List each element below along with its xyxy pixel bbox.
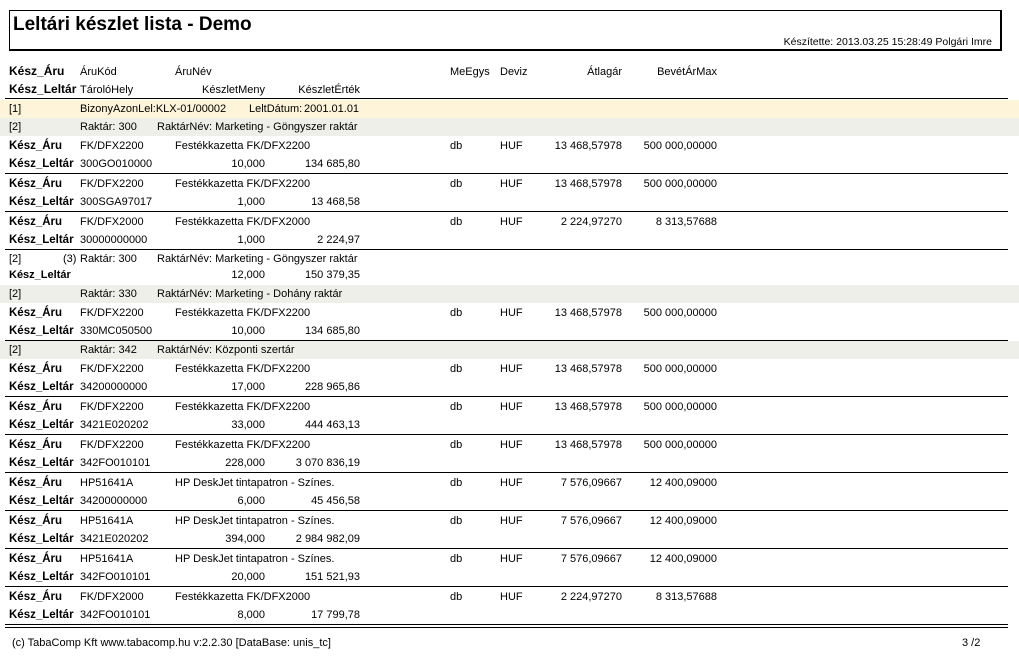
item-line-leltar [0,606,1019,624]
item-code: FK/DFX2200 [80,307,144,319]
item-line-aru [0,512,1019,530]
item-line-aru [0,137,1019,155]
item-max-price: 500 000,00000 [643,401,717,413]
header-kesz-leltar: Kész_Leltár [9,82,77,96]
item-quantity: 394,000 [225,533,265,545]
group-tag: [2] [9,288,22,300]
item-unit: db [450,216,463,228]
header-keszletmeny: KészletMeny [202,84,265,96]
item-name: HP DeskJet tintapatron - Színes. [175,553,335,565]
item-line-leltar [0,492,1019,510]
item-location: 34200000000 [80,381,148,393]
item-count: (3) [63,253,77,265]
warehouse-band-330 [0,285,1019,303]
group-tag: [2] [9,253,22,265]
item-line-leltar [0,322,1019,340]
row-separator [5,586,1008,587]
item-average-price: 13 468,57978 [554,178,622,190]
group-document-band [0,100,1019,118]
kesz-leltar-label: Kész_Leltár [9,571,74,583]
item-max-price: 12 400,09000 [649,515,717,527]
kesz-leltar-label: Kész_Leltár [9,325,74,337]
item-name: HP DeskJet tintapatron - Színes. [175,477,335,489]
item-currency: HUF [500,591,523,603]
item-average-price: 2 224,97270 [560,216,622,228]
item-line-leltar [0,231,1019,249]
item-currency: HUF [500,178,523,190]
row-separator [5,396,1008,397]
item-code: HP51641A [80,553,134,565]
item-value: 444 463,13 [304,419,360,431]
item-name: Festékkazetta FK/DFX2000 [175,216,311,228]
item-max-price: 500 000,00000 [643,363,717,375]
item-line-aru [0,398,1019,416]
item-name: Festékkazetta FK/DFX2200 [175,401,311,413]
item-unit: db [450,591,463,603]
group-tag: [2] [9,344,22,356]
item-value: 17 799,78 [311,609,360,621]
kesz-aru-label: Kész_Áru [9,591,63,603]
subtotal-300-line2 [0,266,1019,284]
item-currency: HUF [500,363,523,375]
item-code: FK/DFX2000 [80,591,144,603]
warehouse-name: RaktárNév: Marketing - Göngyszer raktár [157,121,358,133]
kesz-leltar-label: Kész_Leltár [9,457,74,469]
kesz-aru-label: Kész_Áru [9,363,63,375]
item-average-price: 7 576,09667 [560,515,622,527]
item-line-aru [0,436,1019,454]
item-max-price: 8 313,57688 [655,591,717,603]
kesz-leltar-label: Kész_Leltár [9,381,74,393]
group-tag: [1] [9,103,22,115]
item-average-price: 7 576,09667 [560,477,622,489]
item-quantity: 33,000 [231,419,265,431]
item-unit: db [450,363,463,375]
kesz-aru-label: Kész_Áru [9,140,63,152]
row-separator [5,173,1008,174]
leltdatum-label: LeltDátum: [249,103,303,115]
item-location: 3421E020202 [80,419,149,431]
item-max-price: 12 400,09000 [649,477,717,489]
item-line-aru [0,304,1019,322]
item-unit: db [450,477,463,489]
item-unit: db [450,515,463,527]
item-location: 342FO010101 [80,609,151,621]
kesz-leltar-label: Kész_Leltár [9,158,74,170]
item-average-price: 13 468,57978 [554,140,622,152]
item-name: Festékkazetta FK/DFX2000 [175,591,311,603]
item-line-leltar [0,454,1019,472]
kesz-aru-label: Kész_Áru [9,401,63,413]
item-location: 342FO010101 [80,457,151,469]
item-currency: HUF [500,515,523,527]
header-keszletertek: KészletÉrték [298,84,360,96]
item-location: 300SGA97017 [80,196,153,208]
item-line-leltar [0,193,1019,211]
kesz-aru-label: Kész_Áru [9,515,63,527]
item-quantity: 6,000 [237,495,265,507]
warehouse-name: RaktárNév: Marketing - Dohány raktár [157,288,343,300]
kesz-aru-label: Kész_Áru [9,178,63,190]
row-separator [5,472,1008,473]
item-currency: HUF [500,553,523,565]
item-name: Festékkazetta FK/DFX2200 [175,307,311,319]
kesz-leltar-label: Kész_Leltár [9,269,71,281]
item-code: FK/DFX2200 [80,439,144,451]
item-quantity: 8,000 [237,609,265,621]
warehouse-code: Raktár: 330 [80,288,137,300]
item-code: FK/DFX2000 [80,216,144,228]
header-deviz: Deviz [500,66,528,78]
item-unit: db [450,307,463,319]
warehouse-name: RaktárNév: Marketing - Göngyszer raktár [157,253,358,265]
kesz-aru-label: Kész_Áru [9,439,63,451]
row-separator [5,548,1008,549]
item-average-price: 13 468,57978 [554,307,622,319]
item-quantity: 10,000 [231,158,265,170]
item-location: 330MC050500 [80,325,153,337]
header-tarolohely: TárolóHely [80,84,134,96]
item-line-aru [0,175,1019,193]
footer-separator [5,627,1008,628]
kesz-aru-label: Kész_Áru [9,307,63,319]
item-currency: HUF [500,477,523,489]
kesz-aru-label: Kész_Áru [9,477,63,489]
item-quantity: 1,000 [237,196,265,208]
item-line-leltar [0,530,1019,548]
item-line-leltar [0,568,1019,586]
item-line-aru [0,550,1019,568]
report-title-box [9,10,1002,51]
item-value: 151 521,93 [304,571,360,583]
item-location: 34200000000 [80,495,148,507]
item-max-price: 500 000,00000 [643,178,717,190]
item-line-leltar [0,155,1019,173]
item-value: 2 984 982,09 [295,533,360,545]
row-separator [5,510,1008,511]
item-line-leltar [0,416,1019,434]
item-currency: HUF [500,216,523,228]
item-location: 300GO010000 [80,158,153,170]
warehouse-band-342 [0,341,1019,359]
item-quantity: 1,000 [237,234,265,246]
item-average-price: 2 224,97270 [560,591,622,603]
item-unit: db [450,178,463,190]
item-currency: HUF [500,401,523,413]
subtotal-value: 150 379,35 [304,269,360,281]
document-id: BizonyAzonLel:KLX-01/00002 [80,103,227,115]
item-code: HP51641A [80,477,134,489]
report-title: Leltári készlet lista - Demo [13,14,252,35]
item-unit: db [450,140,463,152]
kesz-leltar-label: Kész_Leltár [9,609,74,621]
kesz-aru-label: Kész_Áru [9,216,63,228]
item-value: 134 685,80 [304,325,360,337]
item-quantity: 228,000 [225,457,265,469]
item-location: 342FO010101 [80,571,151,583]
item-max-price: 8 313,57688 [655,216,717,228]
item-name: Festékkazetta FK/DFX2200 [175,178,311,190]
item-value: 228 965,86 [304,381,360,393]
item-value: 2 224,97 [317,234,360,246]
item-unit: db [450,401,463,413]
item-quantity: 10,000 [231,325,265,337]
item-name: HP DeskJet tintapatron - Színes. [175,515,335,527]
item-average-price: 7 576,09667 [560,553,622,565]
item-code: HP51641A [80,515,134,527]
kesz-leltar-label: Kész_Leltár [9,419,74,431]
item-average-price: 13 468,57978 [554,401,622,413]
item-currency: HUF [500,439,523,451]
header-aru-nev: ÁruNév [175,66,212,78]
item-code: FK/DFX2200 [80,401,144,413]
warehouse-code: Raktár: 300 [80,121,137,133]
item-value: 134 685,80 [304,158,360,170]
warehouse-band-300 [0,118,1019,136]
item-line-leltar [0,378,1019,396]
row-separator [5,624,1008,625]
header-meegys: MeEgys [450,66,490,78]
row-separator [5,434,1008,435]
item-line-aru [0,213,1019,231]
item-quantity: 20,000 [231,571,265,583]
item-value: 13 468,58 [311,196,360,208]
group-tag: [2] [9,121,22,133]
item-unit: db [450,553,463,565]
header-aru-kod: ÁruKód [80,66,117,78]
item-name: Festékkazetta FK/DFX2200 [175,439,311,451]
leltdatum-value: 2001.01.01 [304,103,360,115]
item-code: FK/DFX2200 [80,140,144,152]
warehouse-name: RaktárNév: Központi szertár [157,344,295,356]
item-unit: db [450,439,463,451]
kesz-leltar-label: Kész_Leltár [9,533,74,545]
header-atlagar: Átlagár [587,66,622,78]
footer-copyright: (c) TabaComp Kft www.tabacomp.hu v:2.2.30 [DataBase: unis_tc] [12,637,331,649]
item-average-price: 13 468,57978 [554,363,622,375]
row-separator [5,211,1008,212]
item-line-aru [0,360,1019,378]
item-quantity: 17,000 [231,381,265,393]
kesz-leltar-label: Kész_Leltár [9,234,74,246]
item-average-price: 13 468,57978 [554,439,622,451]
item-value: 3 070 836,19 [295,457,360,469]
header-separator [5,98,1008,99]
kesz-aru-label: Kész_Áru [9,553,63,565]
item-line-aru [0,588,1019,606]
item-name: Festékkazetta FK/DFX2200 [175,363,311,375]
header-kesz-aru: Kész_Áru [9,64,65,78]
item-max-price: 500 000,00000 [643,439,717,451]
item-location: 30000000000 [80,234,148,246]
item-line-aru [0,474,1019,492]
item-max-price: 500 000,00000 [643,307,717,319]
item-location: 3421E020202 [80,533,149,545]
created-by: Készítette: 2013.03.25 15:28:49 Polgári Imre [783,36,992,48]
item-name: Festékkazetta FK/DFX2200 [175,140,311,152]
item-value: 45 456,58 [311,495,360,507]
subtotal-quantity: 12,000 [231,269,265,281]
item-code: FK/DFX2200 [80,363,144,375]
item-max-price: 500 000,00000 [643,140,717,152]
kesz-leltar-label: Kész_Leltár [9,495,74,507]
warehouse-code: Raktár: 300 [80,253,137,265]
item-code: FK/DFX2200 [80,178,144,190]
item-currency: HUF [500,140,523,152]
item-currency: HUF [500,307,523,319]
header-bevetarmax: BevétÁrMax [657,66,717,78]
warehouse-code: Raktár: 342 [80,344,137,356]
kesz-leltar-label: Kész_Leltár [9,196,74,208]
item-max-price: 12 400,09000 [649,553,717,565]
page-number: 3 /2 [962,637,981,649]
